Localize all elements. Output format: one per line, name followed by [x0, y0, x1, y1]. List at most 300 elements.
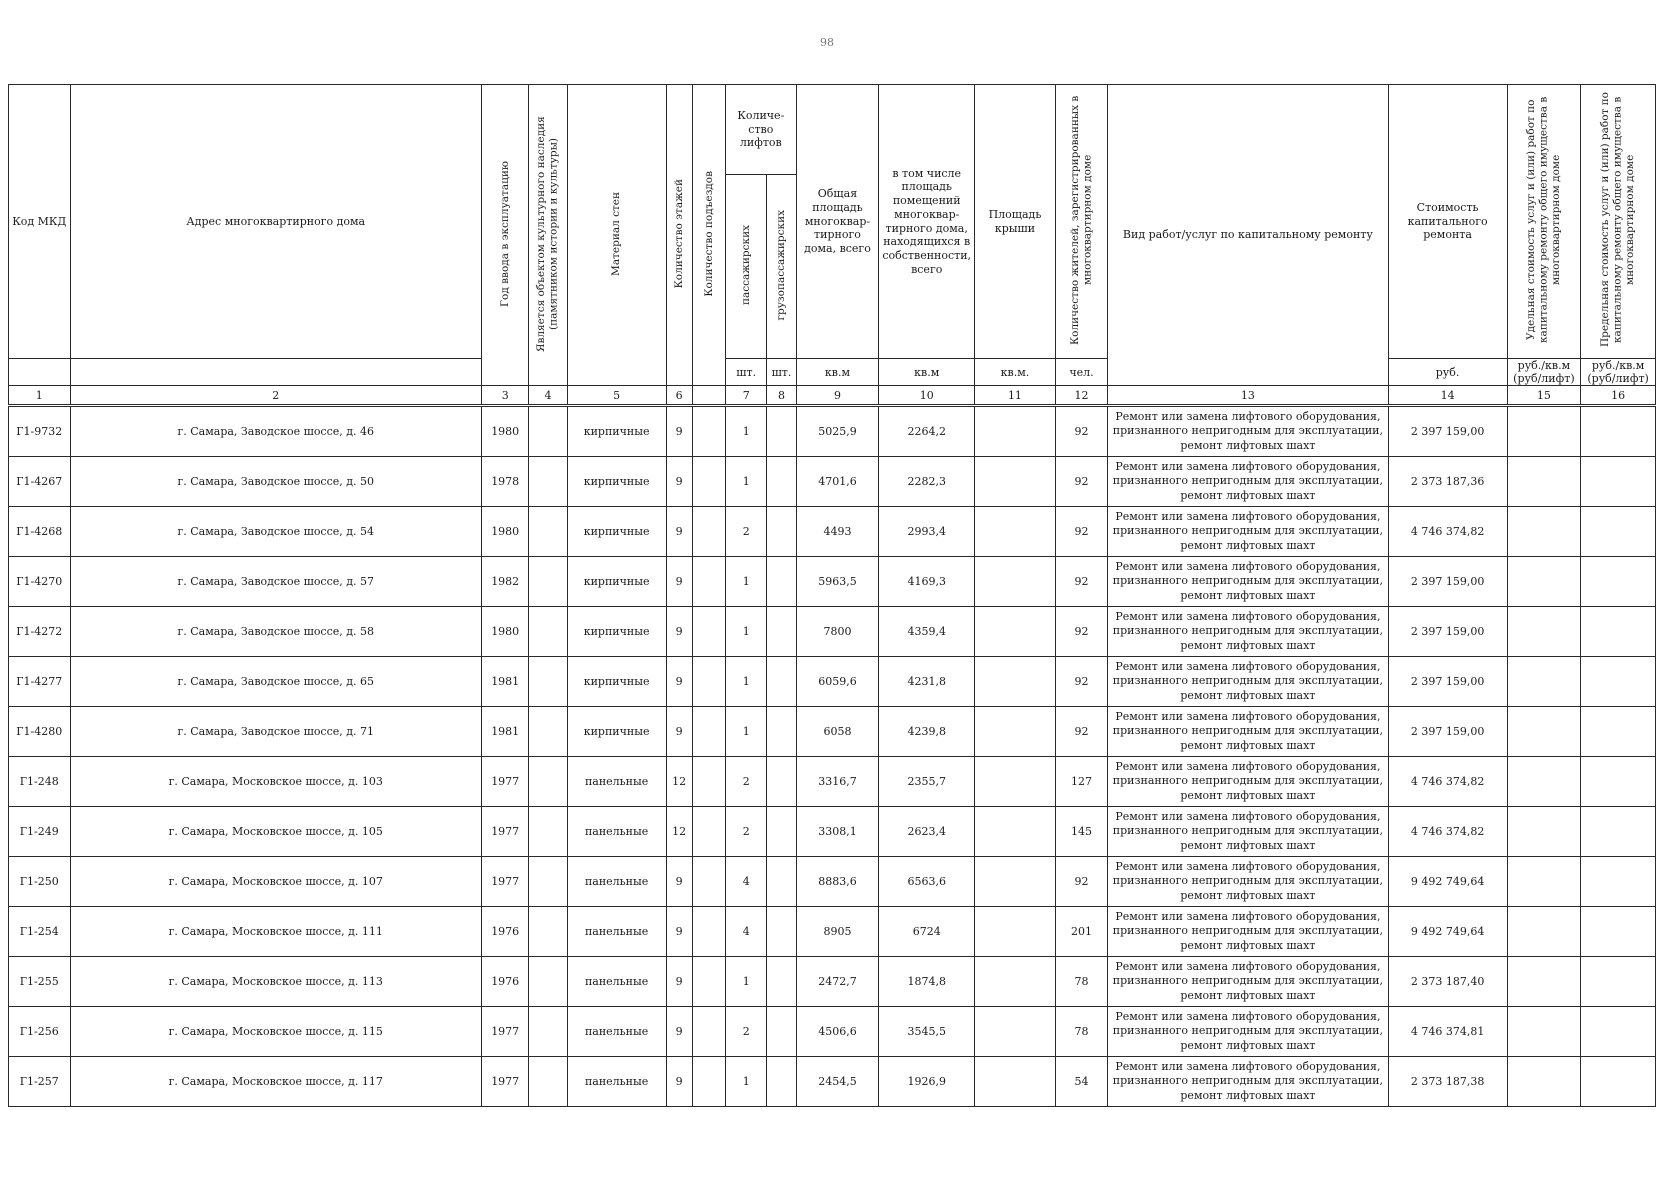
entrances-cell [692, 557, 725, 607]
work-type-cell: Ремонт или замена лифтового оборудования, признанного непригодным для эксплуатации, ремонт лифтовых шахт [1108, 907, 1388, 957]
address-cell: г. Самара, Заводское шоссе, д. 65 [70, 657, 481, 707]
freight-lifts-cell [767, 507, 796, 557]
unit-cost-cell [1507, 807, 1581, 857]
work-type-cell: Ремонт или замена лифтового оборудования, признанного непригодным для эксплуатации, ремонт лифтовых шахт [1108, 1007, 1388, 1057]
entrances-cell [692, 457, 725, 507]
freight-lifts-cell [767, 406, 796, 457]
address-cell: г. Самара, Заводское шоссе, д. 46 [70, 406, 481, 457]
repair-cost-cell: 2 397 159,00 [1388, 707, 1507, 757]
header-heritage-text: Является объектом культурного наследия (памятником истории и культуры) [535, 115, 561, 352]
heritage-cell [529, 406, 567, 457]
floors-cell: 9 [666, 707, 692, 757]
unit-residents: чел. [1055, 359, 1107, 386]
owned-area-cell: 4231,8 [879, 657, 975, 707]
freight-lifts-cell [767, 657, 796, 707]
total-area-cell: 4493 [796, 507, 879, 557]
mkd-code-cell: Г1-4270 [9, 557, 71, 607]
roof-area-cell [975, 957, 1056, 1007]
repair-cost-cell: 4 746 374,82 [1388, 807, 1507, 857]
owned-area-cell: 2623,4 [879, 807, 975, 857]
header-residents-text: Количество жителей, зарегистрированных в многоквартирном доме [1068, 95, 1094, 345]
floors-cell: 9 [666, 457, 692, 507]
unit-cost-cell [1507, 406, 1581, 457]
mkd-code-cell: Г1-4277 [9, 657, 71, 707]
table-row [9, 707, 1656, 757]
entrances-cell [692, 957, 725, 1007]
address-cell: г. Самара, Заводское шоссе, д. 58 [70, 607, 481, 657]
repair-cost-cell: 9 492 749,64 [1388, 907, 1507, 957]
passenger-lifts-cell: 2 [726, 1007, 767, 1057]
column-number: 16 [1581, 386, 1656, 406]
header-floors [666, 85, 692, 386]
wall-material-cell: кирпичные [567, 406, 666, 457]
passenger-lifts-cell: 2 [726, 807, 767, 857]
column-number: 8 [767, 386, 796, 406]
work-type-cell: Ремонт или замена лифтового оборудования, признанного непригодным для эксплуатации, ремонт лифтовых шахт [1108, 607, 1388, 657]
year-cell: 1977 [482, 807, 529, 857]
max-cost-cell [1581, 557, 1656, 607]
unit-max-cost: руб./кв.м (руб/лифт) [1581, 359, 1656, 386]
header-entrances-text: Количество подъездов [702, 170, 715, 297]
heritage-cell [529, 1007, 567, 1057]
unit-cost-cell [1507, 1057, 1581, 1107]
table-row [9, 857, 1656, 907]
heritage-cell [529, 807, 567, 857]
header-lifts: Количе- ство лифтов [726, 85, 797, 175]
roof-area-cell [975, 707, 1056, 757]
year-cell: 1977 [482, 757, 529, 807]
column-number: 10 [879, 386, 975, 406]
column-number: 5 [567, 386, 666, 406]
unit-cost-cell [1507, 907, 1581, 957]
heritage-cell [529, 757, 567, 807]
repair-cost-cell: 2 397 159,00 [1388, 557, 1507, 607]
owned-area-cell: 4239,8 [879, 707, 975, 757]
freight-lifts-cell [767, 1057, 796, 1107]
column-number: 1 [9, 386, 71, 406]
table-row [9, 1057, 1656, 1107]
work-type-cell: Ремонт или замена лифтового оборудования, признанного непригодным для эксплуатации, ремонт лифтовых шахт [1108, 957, 1388, 1007]
unit-owned-area: кв.м [879, 359, 975, 386]
year-cell: 1980 [482, 607, 529, 657]
floors-cell: 9 [666, 657, 692, 707]
passenger-lifts-cell: 4 [726, 857, 767, 907]
table-row [9, 406, 1656, 457]
work-type-cell: Ремонт или замена лифтового оборудования, признанного непригодным для эксплуатации, ремонт лифтовых шахт [1108, 406, 1388, 457]
owned-area-cell: 6724 [879, 907, 975, 957]
address-cell: г. Самара, Заводское шоссе, д. 71 [70, 707, 481, 757]
year-cell: 1980 [482, 406, 529, 457]
column-number: 7 [726, 386, 767, 406]
wall-material-cell: кирпичные [567, 507, 666, 557]
header-year-text: Год ввода в эксплуатацию [498, 160, 511, 307]
mkd-code-cell: Г1-249 [9, 807, 71, 857]
repair-cost-cell: 4 746 374,81 [1388, 1007, 1507, 1057]
page-number: 98 [820, 36, 834, 49]
residents-cell: 145 [1055, 807, 1107, 857]
residents-cell: 92 [1055, 707, 1107, 757]
address-cell: г. Самара, Заводское шоссе, д. 57 [70, 557, 481, 607]
work-type-cell: Ремонт или замена лифтового оборудования, признанного непригодным для эксплуатации, ремонт лифтовых шахт [1108, 557, 1388, 607]
wall-material-cell: кирпичные [567, 657, 666, 707]
owned-area-cell: 2355,7 [879, 757, 975, 807]
entrances-cell [692, 707, 725, 757]
roof-area-cell [975, 457, 1056, 507]
year-cell: 1981 [482, 707, 529, 757]
repair-cost-cell: 2 373 187,40 [1388, 957, 1507, 1007]
roof-area-cell [975, 406, 1056, 457]
table-row [9, 907, 1656, 957]
work-type-cell: Ремонт или замена лифтового оборудования, признанного непригодным для эксплуатации, ремонт лифтовых шахт [1108, 457, 1388, 507]
repair-cost-cell: 2 373 187,36 [1388, 457, 1507, 507]
header-owned-area: в том числе площадь помещений многоквар- тирного дома, находящихся в собственности, всего [879, 85, 975, 359]
repair-cost-cell: 4 746 374,82 [1388, 507, 1507, 557]
floors-cell: 9 [666, 557, 692, 607]
roof-area-cell [975, 657, 1056, 707]
mkd-code-cell: Г1-4268 [9, 507, 71, 557]
unit-cost-cell [1507, 657, 1581, 707]
year-cell: 1981 [482, 657, 529, 707]
header-passenger-lifts-text: пассажирских [739, 224, 752, 306]
residents-cell: 127 [1055, 757, 1107, 807]
owned-area-cell: 2264,2 [879, 406, 975, 457]
work-type-cell: Ремонт или замена лифтового оборудования, признанного непригодным для эксплуатации, ремонт лифтовых шахт [1108, 807, 1388, 857]
owned-area-cell: 1926,9 [879, 1057, 975, 1107]
heritage-cell [529, 507, 567, 557]
floors-cell: 9 [666, 507, 692, 557]
address-cell: г. Самара, Московское шоссе, д. 107 [70, 857, 481, 907]
table-row [9, 1007, 1656, 1057]
column-number: 15 [1507, 386, 1581, 406]
freight-lifts-cell [767, 807, 796, 857]
wall-material-cell: кирпичные [567, 557, 666, 607]
passenger-lifts-cell: 1 [726, 957, 767, 1007]
freight-lifts-cell [767, 907, 796, 957]
total-area-cell: 6058 [796, 707, 879, 757]
table-row [9, 657, 1656, 707]
passenger-lifts-cell: 1 [726, 1057, 767, 1107]
heritage-cell [529, 557, 567, 607]
work-type-cell: Ремонт или замена лифтового оборудования, признанного непригодным для эксплуатации, ремонт лифтовых шахт [1108, 1057, 1388, 1107]
repair-cost-cell: 9 492 749,64 [1388, 857, 1507, 907]
year-cell: 1976 [482, 957, 529, 1007]
mkd-code-cell: Г1-9732 [9, 406, 71, 457]
max-cost-cell [1581, 1007, 1656, 1057]
passenger-lifts-cell: 1 [726, 406, 767, 457]
roof-area-cell [975, 607, 1056, 657]
table-body [9, 406, 1656, 1107]
residents-cell: 78 [1055, 957, 1107, 1007]
header-unit-cost [1507, 85, 1581, 359]
header-max-cost [1581, 85, 1656, 359]
table-row [9, 957, 1656, 1007]
unit-total-area: кв.м [796, 359, 879, 386]
wall-material-cell: панельные [567, 957, 666, 1007]
column-number: 14 [1388, 386, 1507, 406]
total-area-cell: 5025,9 [796, 406, 879, 457]
year-cell: 1982 [482, 557, 529, 607]
unit-unit-cost: руб./кв.м (руб/лифт) [1507, 359, 1581, 386]
passenger-lifts-cell: 4 [726, 907, 767, 957]
heritage-cell [529, 857, 567, 907]
header-freight-lifts [767, 175, 796, 359]
header-material [567, 85, 666, 386]
floors-cell: 12 [666, 757, 692, 807]
residents-cell: 78 [1055, 1007, 1107, 1057]
mkd-code-cell: Г1-248 [9, 757, 71, 807]
floors-cell: 9 [666, 857, 692, 907]
max-cost-cell [1581, 457, 1656, 507]
unit-cost-cell [1507, 607, 1581, 657]
capital-repair-table [8, 84, 1656, 1107]
year-cell: 1978 [482, 457, 529, 507]
column-number: 11 [975, 386, 1056, 406]
floors-cell: 9 [666, 957, 692, 1007]
max-cost-cell [1581, 507, 1656, 557]
max-cost-cell [1581, 907, 1656, 957]
address-cell: г. Самара, Московское шоссе, д. 113 [70, 957, 481, 1007]
unit-cost-cell [1507, 857, 1581, 907]
heritage-cell [529, 457, 567, 507]
max-cost-cell [1581, 1057, 1656, 1107]
total-area-cell: 3308,1 [796, 807, 879, 857]
entrances-cell [692, 757, 725, 807]
roof-area-cell [975, 1057, 1056, 1107]
wall-material-cell: кирпичные [567, 607, 666, 657]
year-cell: 1977 [482, 857, 529, 907]
unit-roof-area: кв.м. [975, 359, 1056, 386]
floors-cell: 9 [666, 1057, 692, 1107]
unit-empty-1 [9, 359, 71, 386]
unit-cost: руб. [1388, 359, 1507, 386]
roof-area-cell [975, 1007, 1056, 1057]
column-number-row [9, 386, 1656, 406]
work-type-cell: Ремонт или замена лифтового оборудования, признанного непригодным для эксплуатации, ремонт лифтовых шахт [1108, 507, 1388, 557]
heritage-cell [529, 957, 567, 1007]
header-roof-area: Площадь крыши [975, 85, 1056, 359]
heritage-cell [529, 1057, 567, 1107]
floors-cell: 9 [666, 406, 692, 457]
wall-material-cell: панельные [567, 857, 666, 907]
owned-area-cell: 4169,3 [879, 557, 975, 607]
column-number: 9 [796, 386, 879, 406]
total-area-cell: 4506,6 [796, 1007, 879, 1057]
heritage-cell [529, 907, 567, 957]
floors-cell: 9 [666, 607, 692, 657]
freight-lifts-cell [767, 707, 796, 757]
header-total-area: Общая площадь многоквар- тирного дома, всего [796, 85, 879, 359]
table-row [9, 757, 1656, 807]
unit-cost-cell [1507, 457, 1581, 507]
unit-passenger: шт. [726, 359, 767, 386]
total-area-cell: 8883,6 [796, 857, 879, 907]
heritage-cell [529, 707, 567, 757]
roof-area-cell [975, 907, 1056, 957]
address-cell: г. Самара, Заводское шоссе, д. 54 [70, 507, 481, 557]
residents-cell: 92 [1055, 607, 1107, 657]
unit-cost-cell [1507, 507, 1581, 557]
repair-cost-cell: 4 746 374,82 [1388, 757, 1507, 807]
header-cost: Стоимость капитального ремонта [1388, 85, 1507, 359]
address-cell: г. Самара, Московское шоссе, д. 103 [70, 757, 481, 807]
passenger-lifts-cell: 1 [726, 607, 767, 657]
total-area-cell: 5963,5 [796, 557, 879, 607]
unit-cost-cell [1507, 557, 1581, 607]
total-area-cell: 7800 [796, 607, 879, 657]
header-floors-text: Количество этажей [672, 178, 685, 289]
address-cell: г. Самара, Московское шоссе, д. 115 [70, 1007, 481, 1057]
roof-area-cell [975, 807, 1056, 857]
entrances-cell [692, 607, 725, 657]
freight-lifts-cell [767, 607, 796, 657]
owned-area-cell: 4359,4 [879, 607, 975, 657]
wall-material-cell: панельные [567, 1007, 666, 1057]
roof-area-cell [975, 557, 1056, 607]
mkd-code-cell: Г1-257 [9, 1057, 71, 1107]
repair-cost-cell: 2 373 187,38 [1388, 1057, 1507, 1107]
unit-cost-cell [1507, 757, 1581, 807]
header-material-text: Материал стен [610, 191, 623, 276]
roof-area-cell [975, 507, 1056, 557]
residents-cell: 92 [1055, 457, 1107, 507]
column-number: 3 [482, 386, 529, 406]
owned-area-cell: 3545,5 [879, 1007, 975, 1057]
wall-material-cell: панельные [567, 907, 666, 957]
repair-cost-cell: 2 397 159,00 [1388, 607, 1507, 657]
table-row [9, 557, 1656, 607]
header-entrances [692, 85, 725, 386]
address-cell: г. Самара, Московское шоссе, д. 105 [70, 807, 481, 857]
freight-lifts-cell [767, 557, 796, 607]
freight-lifts-cell [767, 957, 796, 1007]
column-number: 13 [1108, 386, 1388, 406]
heritage-cell [529, 607, 567, 657]
entrances-cell [692, 657, 725, 707]
roof-area-cell [975, 757, 1056, 807]
residents-cell: 92 [1055, 557, 1107, 607]
header-year [482, 85, 529, 386]
year-cell: 1977 [482, 1007, 529, 1057]
freight-lifts-cell [767, 757, 796, 807]
freight-lifts-cell [767, 457, 796, 507]
passenger-lifts-cell: 2 [726, 757, 767, 807]
year-cell: 1976 [482, 907, 529, 957]
owned-area-cell: 2993,4 [879, 507, 975, 557]
total-area-cell: 8905 [796, 907, 879, 957]
passenger-lifts-cell: 1 [726, 657, 767, 707]
work-type-cell: Ремонт или замена лифтового оборудования, признанного непригодным для эксплуатации, ремонт лифтовых шахт [1108, 707, 1388, 757]
wall-material-cell: кирпичные [567, 457, 666, 507]
freight-lifts-cell [767, 857, 796, 907]
max-cost-cell [1581, 807, 1656, 857]
max-cost-cell [1581, 857, 1656, 907]
max-cost-cell [1581, 607, 1656, 657]
header-freight-lifts-text: грузопассажирских [775, 209, 788, 321]
max-cost-cell [1581, 957, 1656, 1007]
address-cell: г. Самара, Заводское шоссе, д. 50 [70, 457, 481, 507]
year-cell: 1980 [482, 507, 529, 557]
mkd-code-cell: Г1-4267 [9, 457, 71, 507]
wall-material-cell: кирпичные [567, 707, 666, 757]
max-cost-cell [1581, 757, 1656, 807]
passenger-lifts-cell: 1 [726, 457, 767, 507]
total-area-cell: 4701,6 [796, 457, 879, 507]
table-row [9, 457, 1656, 507]
mkd-code-cell: Г1-254 [9, 907, 71, 957]
header-work-type: Вид работ/услуг по капитальному ремонту [1108, 85, 1388, 386]
entrances-cell [692, 907, 725, 957]
heritage-cell [529, 657, 567, 707]
roof-area-cell [975, 857, 1056, 907]
residents-cell: 54 [1055, 1057, 1107, 1107]
column-number: 4 [529, 386, 567, 406]
year-cell: 1977 [482, 1057, 529, 1107]
table-row [9, 607, 1656, 657]
column-number [692, 386, 725, 406]
repair-cost-cell: 2 397 159,00 [1388, 657, 1507, 707]
header-unit-cost-text: Удельная стоимость услуг и (или) работ по капитальному ремонту общего имущества в многоквартирном доме [1525, 96, 1563, 344]
header-passenger-lifts [726, 175, 767, 359]
residents-cell: 92 [1055, 406, 1107, 457]
floors-cell: 12 [666, 807, 692, 857]
unit-empty-2 [70, 359, 481, 386]
passenger-lifts-cell: 2 [726, 507, 767, 557]
entrances-cell [692, 807, 725, 857]
unit-cost-cell [1507, 1007, 1581, 1057]
mkd-code-cell: Г1-250 [9, 857, 71, 907]
total-area-cell: 6059,6 [796, 657, 879, 707]
max-cost-cell [1581, 406, 1656, 457]
total-area-cell: 3316,7 [796, 757, 879, 807]
wall-material-cell: панельные [567, 1057, 666, 1107]
residents-cell: 92 [1055, 657, 1107, 707]
residents-cell: 201 [1055, 907, 1107, 957]
table-row [9, 507, 1656, 557]
entrances-cell [692, 406, 725, 457]
address-cell: г. Самара, Московское шоссе, д. 117 [70, 1057, 481, 1107]
column-number: 2 [70, 386, 481, 406]
header-residents [1055, 85, 1107, 359]
address-cell: г. Самара, Московское шоссе, д. 111 [70, 907, 481, 957]
column-number: 6 [666, 386, 692, 406]
passenger-lifts-cell: 1 [726, 707, 767, 757]
header-address: Адрес многоквартирного дома [70, 85, 481, 359]
total-area-cell: 2472,7 [796, 957, 879, 1007]
work-type-cell: Ремонт или замена лифтового оборудования, признанного непригодным для эксплуатации, ремонт лифтовых шахт [1108, 757, 1388, 807]
header-code: Код МКД [9, 85, 71, 359]
wall-material-cell: панельные [567, 807, 666, 857]
repair-cost-cell: 2 397 159,00 [1388, 406, 1507, 457]
header-heritage [529, 85, 567, 386]
unit-cost-cell [1507, 707, 1581, 757]
mkd-code-cell: Г1-255 [9, 957, 71, 1007]
entrances-cell [692, 1057, 725, 1107]
entrances-cell [692, 857, 725, 907]
owned-area-cell: 2282,3 [879, 457, 975, 507]
work-type-cell: Ремонт или замена лифтового оборудования, признанного непригодным для эксплуатации, ремонт лифтовых шахт [1108, 657, 1388, 707]
residents-cell: 92 [1055, 507, 1107, 557]
mkd-code-cell: Г1-4272 [9, 607, 71, 657]
max-cost-cell [1581, 657, 1656, 707]
passenger-lifts-cell: 1 [726, 557, 767, 607]
table-row [9, 807, 1656, 857]
floors-cell: 9 [666, 907, 692, 957]
total-area-cell: 2454,5 [796, 1057, 879, 1107]
freight-lifts-cell [767, 1007, 796, 1057]
residents-cell: 92 [1055, 857, 1107, 907]
mkd-code-cell: Г1-4280 [9, 707, 71, 757]
wall-material-cell: панельные [567, 757, 666, 807]
